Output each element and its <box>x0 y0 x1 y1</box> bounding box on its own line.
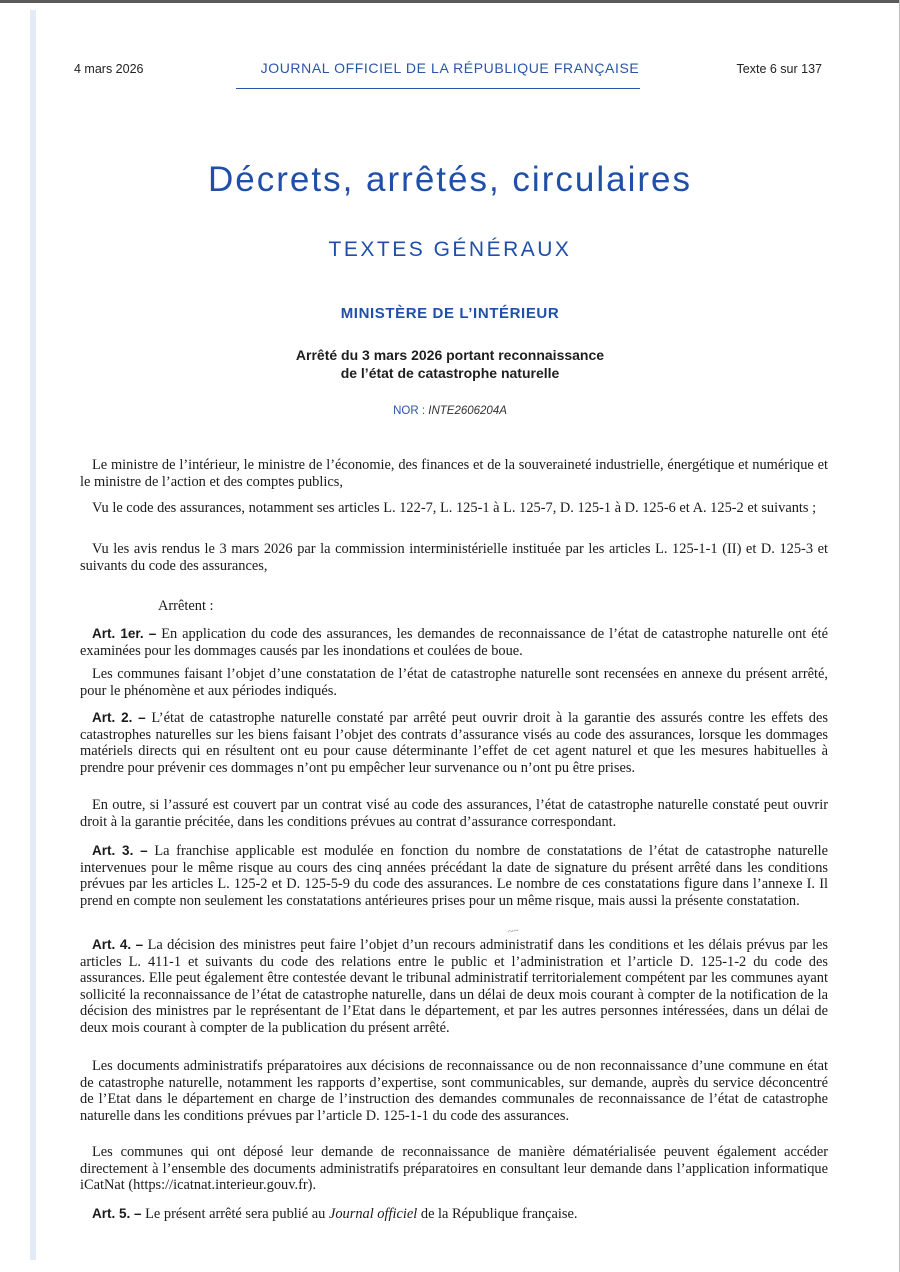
nor-label: NOR : <box>393 405 426 417</box>
article-4-paragraph-2 <box>80 1058 828 1124</box>
arrete-title-line-2: de l’état de catastrophe naturelle <box>340 365 560 381</box>
header-date: 4 mars 2026 <box>74 62 144 76</box>
nor-reference <box>0 405 900 417</box>
arrete-title-line-1: Arrêté du 3 mars 2026 portant reconnaissance <box>295 347 605 363</box>
preamble-vu-code <box>80 500 828 517</box>
header-text-reference: Texte 6 sur 137 <box>736 62 822 76</box>
scan-border-top <box>0 0 900 3</box>
arrete-title <box>0 346 900 382</box>
article-1 <box>80 626 828 659</box>
article-4-paragraph-3 <box>80 1144 828 1194</box>
preamble-paragraph: Vu les avis rendus le 3 mars 2026 par la commission interministérielle instituée par les articles L. 125-1-1 (II) et D. 125-3 et suivants du code des assurances, <box>80 541 828 574</box>
preamble-paragraph: Le ministre de l’intérieur, le ministre de l’économie, des finances et de la souveraineté industrielle, énergétique et numérique et le ministre de l’action et des comptes publics, <box>80 457 828 490</box>
ministry-title: MINISTÈRE DE L’INTÉRIEUR <box>340 305 560 322</box>
nor-value: INTE2606204A <box>428 405 507 417</box>
article-3 <box>80 843 828 909</box>
article-4-label: Art. 4. – <box>92 937 144 952</box>
article-paragraph: En outre, si l’assuré est couvert par un contrat visé au code des assurances, l’état de catastrophe naturelle constaté peut ouvrir droit à la garantie précitée, dans les conditions prévues au contrat d’assurance correspondant. <box>80 797 828 830</box>
article-2-label: Art. 2. – <box>92 710 146 725</box>
article-1-text: En application du code des assurances, les demandes de reconnaissance de l’état de catastrophe naturelle ont été examinées pour les dommages causés par les inondations et coulées de boue. <box>80 626 828 659</box>
header-rule <box>236 88 640 89</box>
arretent-label: Arrêtent : <box>158 598 214 614</box>
article-1-label: Art. 1er. – <box>92 626 157 641</box>
article-5-text-before: Le présent arrêté sera publié au <box>145 1206 326 1222</box>
article-2 <box>80 710 828 776</box>
article-3-label: Art. 3. – <box>92 843 148 858</box>
article-4 <box>80 937 828 1037</box>
article-paragraph: Les documents administratifs préparatoires aux décisions de reconnaissance ou de non reconnaissance d’une commune en état de catastrophe naturelle, notamment les rapports d’expertise, sont communicables, sur demande, auprès du service déconcentré de l’Etat dans le département en charge de l’instruction des demandes communales de reconnaissance de l’état de catastrophe naturelle dans les conditions prévues par l’article D. 125-1-1 du code des assurances. <box>80 1058 828 1124</box>
article-2-paragraph-2 <box>80 797 828 830</box>
article-4-text: La décision des ministres peut faire l’objet d’un recours administratif dans les conditions et les délais prévus par les articles L. 411-1 et suivants du code des relations entre le public et l’administration et l’article D. 125-1-2 du code des assurances. Elle peut également être contestée devant le tribunal administratif territorialement compétent par les communes ayant sollicité la reconnaissance de l’état de catastrophe naturelle, dans un délai de deux mois courant à compter de la notification de la décision des ministres par le représentant de l’Etat dans le département, et par les autres personnes intéressées, dans un délai de deux mois courant à compter de la publication du présent arrêté. <box>80 937 828 1036</box>
article-paragraph: Les communes qui ont déposé leur demande de reconnaissance de manière dématérialisée peuvent également accéder directement à l’ensemble des documents administratifs préparatoires en consultant leur demande dans l’application informatique iCatNat (https://icatnat.interieur.gouv.fr). <box>80 1144 828 1194</box>
preamble-vu-avis <box>80 541 828 574</box>
article-2-text: L’état de catastrophe naturelle constaté par arrêté peut ouvrir droit à la garantie des assurés contre les effets des catastrophes naturelles sur les biens faisant l’objet des contrats d’assurance visés au code des assurances, lorsque les dommages matériels directs qui en résultent ont eu pour cause déterminante l’effet de cet agent naturel et que les mesures habituelles à prendre pour prévenir ces dommages n’ont pu empêcher leur survenance ou n’ont pu être prises. <box>80 710 828 776</box>
section-subtitle: TEXTES GÉNÉRAUX <box>328 238 572 261</box>
preamble-ministers <box>80 457 828 490</box>
article-3-text: La franchise applicable est modulée en fonction du nombre de constatations de l’état de catastrophe naturelle intervenues pour le même risque au cours des cinq années précédant la date de signature du présent arrêté dans les conditions prévues par les articles L. 125-2 et D. 125-5-9 du code des assurances. Le nombre de ces constatations figure dans l’annexe I. Il prend en compte non seulement les constatations antérieures prises pour un même risque, mais aussi la présente constatation. <box>80 843 828 909</box>
article-5-label: Art. 5. – <box>92 1206 142 1221</box>
scan-mark: ~~ <box>507 925 520 938</box>
section-title: Décrets, arrêtés, circulaires <box>208 160 692 199</box>
article-5 <box>80 1206 828 1223</box>
preamble-paragraph: Vu le code des assurances, notamment ses articles L. 122-7, L. 125-1 à L. 125-7, D. 125-1 à D. 125-6 et A. 125-2 et suivants ; <box>92 500 817 516</box>
article-1-paragraph-2 <box>80 666 828 699</box>
article-5-journal-italic: Journal officiel <box>328 1206 418 1222</box>
article-5-text-after: de la République française. <box>420 1206 578 1222</box>
header-journal-title: JOURNAL OFFICIEL DE LA RÉPUBLIQUE FRANÇAISE <box>260 60 640 76</box>
article-paragraph: Les communes faisant l’objet d’une constatation de l’état de catastrophe naturelle sont recensées en annexe du présent arrêté, pour le phénomène et aux périodes indiqués. <box>80 666 828 699</box>
